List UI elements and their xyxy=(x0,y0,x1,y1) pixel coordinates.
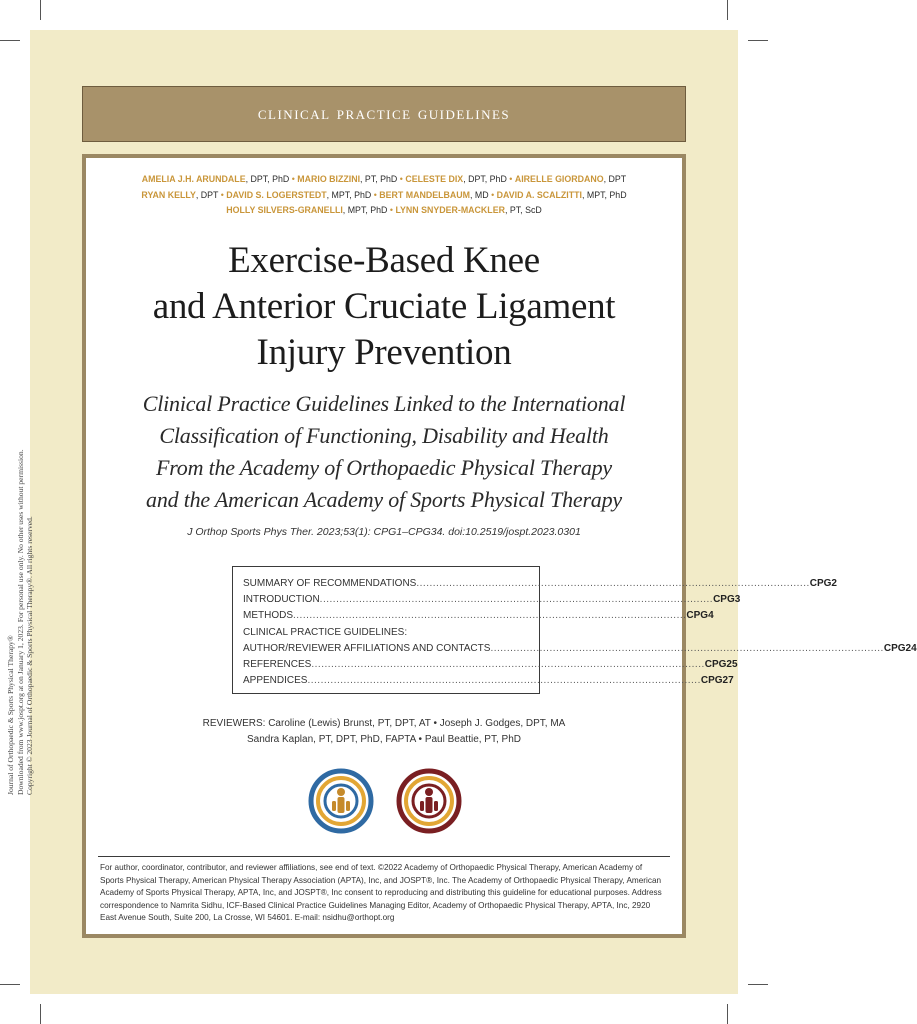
toc-label: REFERENCES xyxy=(243,659,312,671)
crop-mark xyxy=(0,984,20,985)
sidenote-line: Journal of Orthopaedic & Sports Physical Therapy® xyxy=(6,635,15,795)
subtitle-line: Clinical Practice Guidelines Linked to the International xyxy=(142,391,626,416)
aopt-logo xyxy=(308,768,374,834)
toc-entry[interactable] xyxy=(243,656,738,672)
footer-divider xyxy=(98,856,670,857)
author-line xyxy=(110,172,658,188)
toc-leader: ........................................................................................................................ xyxy=(307,675,701,687)
author-separator: • xyxy=(506,174,515,185)
toc-entry[interactable] xyxy=(243,640,917,656)
logo-figure-arm xyxy=(434,801,438,811)
sidenote-line: Downloaded from www.jospt.org at on January 1, 2023. For personal use only. No other uses without permission. xyxy=(15,449,25,795)
toc-label: CLINICAL PRACTICE GUIDELINES: xyxy=(243,626,408,638)
author-name: AIRELLE GIORDANO xyxy=(514,174,604,185)
toc-entry[interactable] xyxy=(243,608,714,624)
author-separator: • xyxy=(387,205,396,216)
toc-page: CPG3 xyxy=(713,593,741,605)
author-name: CELESTE DIX xyxy=(405,174,464,185)
title-line: Exercise-Based Knee xyxy=(228,240,540,281)
author-credentials: , MPT, PhD xyxy=(581,189,627,201)
crop-mark xyxy=(0,40,20,41)
author-name: BERT MANDELBAUM xyxy=(379,189,470,201)
author-credentials: , PT, PhD xyxy=(360,174,398,185)
content-frame xyxy=(82,154,917,938)
toc-leader: ........................................................................................................................ xyxy=(490,642,884,654)
author-credentials: , DPT, PhD xyxy=(463,174,507,185)
crop-mark xyxy=(40,1004,41,1024)
section-banner xyxy=(82,86,686,142)
author-separator: • xyxy=(289,174,298,185)
toc-entry[interactable] xyxy=(243,591,741,607)
logo-figure-arm xyxy=(332,801,336,811)
logo-figure-head xyxy=(337,788,345,796)
crop-mark xyxy=(748,40,768,41)
author-credentials: , DPT, PhD xyxy=(245,174,290,185)
toc-page: CPG4 xyxy=(686,610,714,622)
crop-mark xyxy=(40,0,41,20)
document-title xyxy=(86,238,682,376)
logo-figure-arm xyxy=(346,801,350,811)
author-name: HOLLY SILVERS-GRANELLI xyxy=(226,205,343,216)
author-separator: • xyxy=(488,189,497,201)
author-name: RYAN KELLY xyxy=(141,189,196,201)
author-credentials: , DPT xyxy=(603,174,627,185)
toc-page: CPG2 xyxy=(809,577,837,589)
toc-entry[interactable] xyxy=(243,673,734,689)
author-separator: • xyxy=(397,174,406,185)
crop-mark xyxy=(727,1004,728,1024)
toc-label: INTRODUCTION xyxy=(243,593,320,605)
banner-label: clinical practice guidelines xyxy=(257,103,511,124)
author-name: AMELIA J.H. ARUNDALE xyxy=(141,174,246,185)
subtitle-line: and the American Academy of Sports Physical Therapy xyxy=(146,487,622,512)
title-line: Injury Prevention xyxy=(256,332,512,373)
toc-leader: ........................................................................................................................ xyxy=(311,659,705,671)
citation: J Orthop Sports Phys Ther. 2023;53(1): CPG1–CPG34. doi:10.2519/jospt.2023.0301 xyxy=(187,526,581,538)
title-line: and Anterior Cruciate Ligament xyxy=(152,286,616,327)
toc-page: CPG27 xyxy=(700,675,734,687)
subtitle-line: From the Academy of Orthopaedic Physical Therapy xyxy=(156,455,612,480)
reviewers-line: Sandra Kaplan, PT, DPT, PhD, FAPTA • Paul Beattie, PT, PhD xyxy=(246,734,521,745)
logos xyxy=(86,768,682,838)
author-name: DAVID S. LOGERSTEDT xyxy=(226,189,327,201)
author-credentials: , MPT, PhD xyxy=(342,205,388,216)
toc-page: CPG24 xyxy=(883,642,917,654)
toc-entry[interactable] xyxy=(243,575,837,591)
author-credentials: , MPT, PhD xyxy=(326,189,372,201)
aasp-logo xyxy=(396,768,462,834)
author-credentials: , DPT xyxy=(195,189,219,201)
author-name: MARIO BIZZINI xyxy=(297,174,361,185)
author-credentials: , PT, ScD xyxy=(504,205,542,216)
toc-label: SUMMARY OF RECOMMENDATIONS xyxy=(243,577,417,589)
document-subtitle xyxy=(86,388,682,516)
logo-figure-body xyxy=(338,797,345,813)
toc-label: AUTHOR/REVIEWER AFFILIATIONS AND CONTACTS xyxy=(243,642,491,654)
author-credentials: , MD xyxy=(469,189,489,201)
toc-leader: ........................................................................................................................ xyxy=(293,610,687,622)
content-panel xyxy=(86,158,917,934)
table-of-contents xyxy=(232,566,917,694)
author-line xyxy=(110,203,658,219)
toc-label: APPENDICES xyxy=(243,675,308,687)
toc-leader: ........................................................................................................................ xyxy=(319,593,714,605)
author-name: DAVID A. SCALZITTI xyxy=(496,189,582,201)
reviewers-line: REVIEWERS: Caroline (Lewis) Brunst, PT, DPT, AT • Joseph J. Godges, DPT, MA xyxy=(202,718,566,729)
logo-figure-head xyxy=(425,788,433,796)
sidenote-line: Copyright © 2023 Journal of Orthopaedic & Sports Physical Therapy®. All rights reserved. xyxy=(25,516,35,795)
subtitle-line: Classification of Functioning, Disability and Health xyxy=(159,423,609,448)
toc-leader: ........................................................................................................................ xyxy=(416,577,810,589)
author-line xyxy=(110,188,658,204)
logo-figure-arm xyxy=(420,801,424,811)
vertical-copyright-note xyxy=(6,375,35,795)
crop-mark xyxy=(727,0,728,20)
logo-figure-body xyxy=(426,797,433,813)
crop-mark xyxy=(748,984,768,985)
author-list xyxy=(110,172,658,219)
reviewers xyxy=(86,716,682,748)
author-separator: • xyxy=(218,189,227,201)
toc-entry[interactable] xyxy=(243,624,529,640)
toc-label: METHODS xyxy=(243,610,293,622)
author-separator: • xyxy=(371,189,380,201)
author-name: LYNN SNYDER-MACKLER xyxy=(395,205,505,216)
toc-page: CPG25 xyxy=(704,659,738,671)
footer-note: For author, coordinator, contributor, and reviewer affiliations, see end of text. ©2022 Academy of Orthopaedic Physical Therapy, American Academy of Sports Physical Therapy, American Physical Therapy Association (APTA), Inc, and JOSPT®, Inc. The Academy of Orthopaedic Physical Therapy, American Academy of Sports Physical Therapy, APTA, Inc, and JOSPT®, Inc consent to reproducing and distributing this guideline for educational purposes. Address correspondence to Namrita Sidhu, ICF-Based Clinical Practice Guidelines Managing Editor, Academy of Orthopaedic Physical Therapy, APTA, Inc, 2920 East Avenue South, Suite 200, La Crosse, WI 54601. E-mail: nsidhu@orthopt.org xyxy=(100,863,662,923)
